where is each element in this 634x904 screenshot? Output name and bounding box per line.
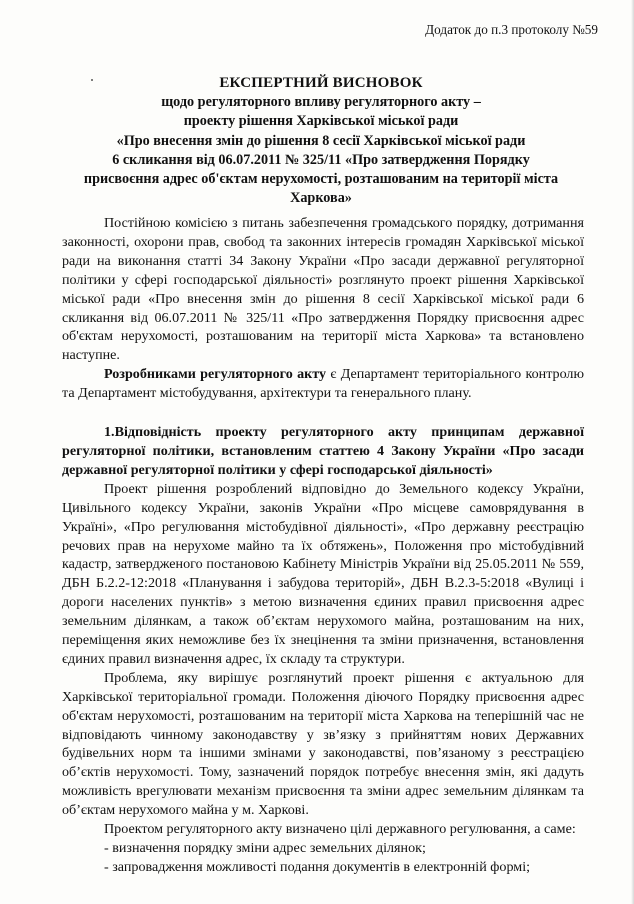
- section-heading: [62, 423, 584, 480]
- goal-list-item: - запровадження можливості подання документів в електронній формі;: [104, 858, 531, 875]
- developers-text: є Департамент територіального контролю та Департамент містобудування, архітектури та генерального плану.: [62, 366, 584, 402]
- annex-note: Додаток до п.3 протоколу №59: [425, 22, 598, 37]
- title-line: присвоєння адрес об'єктам нерухомості, розташованим на території міста: [83, 171, 559, 188]
- goal-list-item: - визначення порядку зміни адрес земельних ділянок;: [104, 840, 426, 856]
- developers-paragraph: [62, 365, 584, 403]
- title-main: ЕКСПЕРТНИЙ ВИСНОВОК: [219, 75, 423, 91]
- goals-paragraph: Проектом регуляторного акту визначено цілі державного регулювання, а саме:: [104, 821, 576, 838]
- intro-paragraph: Постійною комісією з питань забезпечення громадського порядку, дотримання законності, охорони прав, свобод та законних інтересів громадян Харківської міської ради на виконання статті 34 Закону України «Про засади державної регуляторної політики у сфері господарської діяльності» розглянуто проект рішення Харківської міської ради «Про внесення змін до рішення 8 сесії Харківської міської ради 6 скликання від 06.07.2011 № 325/11 «Про затвердження Порядку присвоєння адрес об'єктам нерухомості, розташованим на території міста Харкова» та встановлено наступне.: [62, 215, 584, 364]
- title-line: щодо регуляторного впливу регуляторного акту –: [161, 94, 481, 110]
- problem-paragraph: Проблема, яку вирішує розглянутий проект рішення є актуальною для Харківської територіальної громади. Положення діючого Порядку присвоєння адрес об'єктам нерухомості, розташованим на території міста Харкова на теперішній час не відповідають чинному законодавству у зв’язку з прийняттям нових Державних будівельних норм та іншими змінами у законодавстві, пов’язаному з реєстрацією об’єктів нерухомості. Тому, зазначений порядок потребує внесення змін, які дадуть можливість врегулювати механізм присвоєння та зміни адрес земельним ділянкам та об’єктам нерухомого майна у м. Харкові.: [62, 669, 584, 819]
- section-heading-text: 1.Відповідність проекту регуляторного акту принципам державної регуляторної політики, встановленим статтею 4 Закону України «Про засади державної регуляторної політики у сфері господарської діяльності»: [62, 424, 584, 478]
- title-line: 6 скликання від 06.07.2011 № 325/11 «Про затвердження Порядку: [112, 151, 530, 168]
- document-title: [60, 74, 582, 209]
- developers-label: Розробниками регуляторного акту: [104, 366, 327, 383]
- title-line: проекту рішення Харківської міської ради: [183, 113, 459, 130]
- title-line: «Про внесення змін до рішення 8 сесії Харківської міської ради: [116, 132, 526, 149]
- legal-basis-paragraph: Проект рішення розроблений відповідно до Земельного кодексу України, Цивільного кодексу України, законів України «Про місцеве самоврядування в Україні», «Про регулювання містобудівної діяльності», «Про державну реєстрацію речових прав на нерухоме майно та їх обтяжень», Положення про містобудівний кадастр, затвердженого постановою Кабінету Міністрів України від 25.05.2011 № 559, ДБН Б.2.2-12:2018 «Планування і забудова територій», ДБН В.2.3-5:2018 «Вулиці і дороги населених пунктів» з метою визначення єдиних правил присвоєння адрес земельним ділянкам, а також об’єктам нерухомого майна, розташованим на них, переміщення яких неможливе без їх знецінення та зміни призначення, встановлення єдиних правил визначення адрес, їх складу та структури.: [62, 480, 584, 667]
- title-line: Харкова»: [290, 190, 352, 207]
- section-gap: [62, 403, 584, 423]
- document-body: [62, 214, 584, 877]
